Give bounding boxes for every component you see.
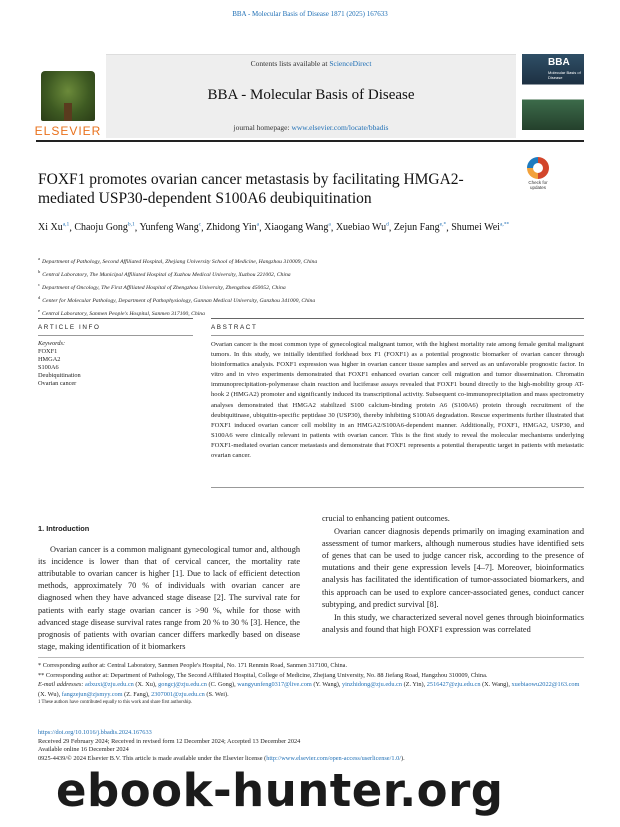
author[interactable] [74,222,134,233]
keywords-label: Keywords: [38,340,66,347]
banner-center [106,54,516,138]
email-link[interactable]: yinzhidong@zju.edu.cn [341,681,402,689]
email-owner: (Y. Wang), [311,681,342,689]
contents-prefix: Contents lists available at [250,59,330,68]
author-affiliation-mark[interactable]: c [198,222,202,228]
author[interactable] [139,222,201,233]
homepage-link[interactable]: www.elsevier.com/locate/bbadis [291,123,389,132]
abstract-heading: ABSTRACT [211,324,258,331]
paragraph: Ovarian cancer is a common malignant gynecological tumor and, although its incidence is lower than that of cervical cancer, the mortality rate attributable to ovarian cancer is higher [1]. Due to lack of efficient detection methods, approximately 70 % of individuals with ovarian cancer are diagnosed when they have advanced stage disease [2]. The survival rate for patients with early stage ovarian cancer is >90 %, while for those with advanced stage disease survival rates range from 20 % to 30 % [3]. Hence, the prognosis of patients with ovarian cancer differs markedly based on disease stage, making identification of it biomarkers [38,545,300,651]
affiliation-text: Department of Pathology, Second Affiliated Hospital, Zhejiang University School of Medicine, Hangzhou 310009, China [42,258,318,265]
author-name: Yunfeng Wang [139,222,199,234]
divider [211,487,584,488]
affiliation [38,267,578,280]
contents-line [251,59,372,68]
keywords-block [38,340,188,389]
received-dates: Received 29 February 2024; Received in revised form 12 December 2024; Accepted 13 December 2024 [38,737,301,745]
author-name: Xiaogang Wang [264,222,329,234]
author[interactable] [206,222,259,233]
author-name: Zejun Fang [393,222,440,234]
email-owner: (C. Gong), [206,681,238,689]
email-link[interactable]: wangyunfeng0317@live.com [237,681,312,689]
author[interactable] [451,222,509,233]
author-list: Xi Xu$^{a,1}$, Chaoju Gong$^{b,1}$, Yunfeng Wang$^c$, Zhidong Yin$^a$, Xiaogang Wang$^a$, Xuebiao Wu$^d$, Zejun Fang$^{e,*}$, Shumei Wei$^{a,**}$ [38,222,510,234]
banner-rule [36,140,584,142]
journal-cover[interactable] [522,54,584,138]
affiliation [38,254,578,267]
author-affiliation-mark[interactable]: a,1 [62,222,70,228]
email-link[interactable]: gongcj@zju.edu.cn [158,681,207,689]
affiliation-mark: a [38,256,40,261]
author[interactable] [336,222,389,233]
affiliation-mark: e [38,308,40,314]
check-updates-icon [527,157,549,179]
email-owner: (X. Wang), [480,681,512,689]
journal-title: BBA - Molecular Basis of Disease [207,87,415,103]
article-info-heading: ARTICLE INFO [38,324,101,331]
email-link[interactable]: 2516427@zju.edu.cn [426,681,481,689]
doi-link[interactable]: https://doi.org/10.1016/j.bbadis.2024.167633 [38,729,152,736]
journal-banner [36,54,584,138]
author-affiliation-mark[interactable]: a [328,222,331,228]
watermark: ebook-hunter.org [56,764,504,817]
running-head[interactable]: BBA - Molecular Basis of Disease 1871 (2025) 167633 [232,10,388,18]
cover-subtitle: Molecular Basis of Disease [548,70,581,80]
license-suffix: ). [400,754,405,762]
footnote-rule [38,657,584,658]
paragraph-continuation: crucial to enhancing patient outcomes. [322,514,450,523]
publication-info [38,729,584,763]
keyword: Deubiquitination [38,372,81,380]
author-name: Zhidong Yin [206,222,257,234]
cover-image [522,54,584,130]
author-affiliation-mark[interactable]: a,** [499,222,510,228]
footnotes [38,661,584,706]
elsevier-tree-icon [41,71,95,121]
affiliation [38,293,578,306]
author-name: Shumei Wei [451,222,500,234]
affiliations [38,254,578,319]
author-affiliation-mark[interactable]: b,1 [127,222,135,228]
affiliation-text: Central Laboratory, Sanmen People's Hospital, Sanmen 317100, China [42,311,205,318]
divider [38,318,193,319]
homepage-line [234,123,389,132]
affiliation-mark: d [38,295,41,301]
email-owner: (Z. Yin), [402,681,427,689]
check-for-updates-button[interactable] [522,157,554,190]
author[interactable] [264,222,331,233]
divider [211,318,584,319]
author-name: Xuebiao Wu [335,222,387,234]
affiliation-text: Center for Molecular Pathology, Department of Pathophysiology, Gannan Medical University, Ganzhou 341000, China [42,298,316,305]
affiliation-text: Central Laboratory, The Municipal Affiliated Hospital of Xuzhou Medical University, Xuzhou 221002, China [42,271,291,278]
author-affiliation-mark[interactable]: a [256,222,260,228]
affiliation [38,280,578,293]
email-link[interactable]: adxuxi@zju.edu.cn [85,681,134,689]
check-updates-label: Check for updates [528,180,548,190]
sciencedirect-link[interactable]: ScienceDirect [329,59,372,68]
email-owner: (Z. Fang), [122,690,152,698]
intro-left-column [38,523,300,654]
author[interactable] [394,222,446,233]
email-link[interactable]: 2307001@zju.edu.cn [151,690,205,698]
homepage-prefix: journal homepage: [233,123,292,132]
email-owner: (X. Xu), [133,681,159,689]
publisher-name: ELSEVIER [34,124,102,138]
affiliation-mark: c [38,282,40,288]
email-owner: (X. Wu), [38,690,62,698]
email-label: E-mail addresses: [38,681,84,689]
keyword: FOXF1 [38,348,58,356]
intro-right-column [322,513,584,637]
affiliation-mark: b [38,269,41,275]
corresponding-author-1: * Corresponding author at: Central Laboratory, Sanmen People's Hospital, No. 171 Renmin Road, Sanmen 317100, China. [38,662,348,669]
cover-label: BBA [548,57,570,68]
license-prefix: 0925-4439/© 2024 Elsevier B.V. This article is made available under the Elsevier license ( [38,754,267,762]
author-name: Chaoju Gong [74,222,128,234]
elsevier-logo[interactable] [36,54,100,138]
author-affiliation-mark[interactable]: e,* [439,222,447,228]
abstract-text: Ovarian cancer is the most common type of gynecological malignant tumor, with the highest mortality rate among female genital malignant tumors. In this study, we initially identified forkhead box F1 (FOXF1) as a potential prognostic biomarker of ovarian cancer through bioinformatics analysis. FOXF1 expression was higher in ovarian cancer tissue samples and served as an unfavorable prognostic factor. In vitro and in vivo experiments demonstrated that FOXF1 enhanced ovarian cancer cell migration and tumor dissemination. Chromatin immunoprecipitation-polymerase chain reaction and luciferase assays revealed that FOXF1 bound directly to the high-mobility group AT-hook 2 (HMGA2) promoter and significantly induced its transcriptional activity. Subsequent co-immunoprecipitation and mass spectrometry analyses demonstrated that HMGA2 stabilized S100 calcium-binding protein A6 (S100A6) protein through recruitment of the deubiquitinase, ubiquitin-specific peptidase 30 (USP30), thereby inhibiting S100A6 degradation. Rescue experiments further illustrated that FOXF1 induced ovarian cancer cell mobility in an HMGA2/S100A6-dependent manner. Additionally, FOXF1, HMGA2, USP30, and S100A6 were clinically relevant in patients with ovarian cancer. This is the first study to reveal the molecular mechanisms underlying FOXF1-mediated ovarian cancer metastasis and demonstrate that FOXF1 represents a potential therapeutic target in patients with metastatic ovarian cancer. [211,341,584,460]
divider [38,335,193,336]
equal-contribution-note: 1 These authors have contributed equally to this work and share first authorship. [38,700,193,706]
keyword: S100A6 [38,364,59,372]
paragraph: Ovarian cancer diagnosis depends primarily on imaging examination and assessment of tumor markers, although numerous studies have identified sets of genes that can be used to judge cancer risk, according to the presence of mutations and their gene expression levels [4–7]. Moreover, bioinformatics analysis has facilitated the identification of tumor-associated biomarkers, and this approach can be used to explore cancer-associated genes, conduct cancer subtyping, and predict survival [8]. [322,527,584,609]
license-link[interactable]: http://www.elsevier.com/open-access/userlicense/1.0/ [266,754,401,762]
keyword: HMGA2 [38,356,61,364]
email-link[interactable]: xuebiaowu2022@163.com [511,681,580,689]
corresponding-author-2: ** Corresponding author at: Department of Pathology, The Second Affiliated Hospital, College of Medicine, Zhejiang University, No. 88 Jiefang Road, Hangzhou 310009, China. [38,671,488,679]
article-title: FOXF1 promotes ovarian cancer metastasis by facilitating HMGA2-mediated USP30-dependent S100A6 deubiquitination [38,171,464,207]
author-name: Xi Xu [38,222,63,234]
email-addresses [38,680,584,699]
author[interactable] [38,222,69,233]
email-owner: (S. Wei). [204,690,229,698]
email-link[interactable]: fangzejun@zjsmyy.com [61,690,123,698]
keyword: Ovarian cancer [38,380,77,388]
paragraph: In this study, we characterized several novel genes through bioinformatics analysis and found that high FOXF1 expression was correlated [322,612,584,634]
license-line [38,755,584,764]
divider [211,335,584,336]
available-online: Available online 16 December 2024 [38,746,129,754]
affiliation-text: Department of Oncology, The First Affiliated Hospital of Zhengzhou University, Zhengzhou 450052, China [42,285,286,292]
intro-heading: 1. Introduction [38,524,90,533]
author-affiliation-mark[interactable]: d [386,222,389,228]
